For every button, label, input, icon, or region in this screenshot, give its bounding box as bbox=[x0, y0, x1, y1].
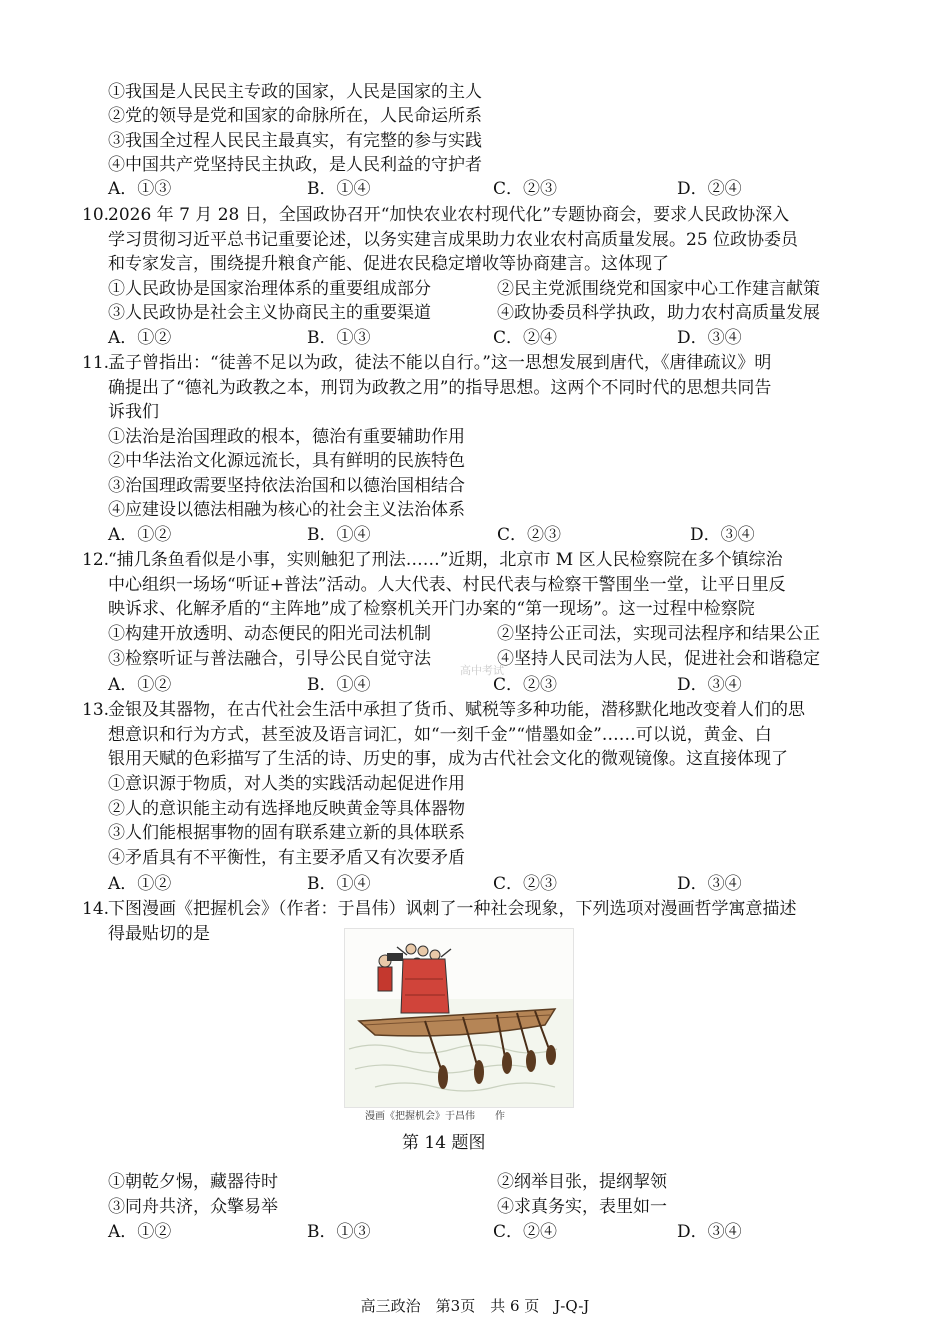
q13-option-d: D．③④ bbox=[677, 874, 742, 894]
cartoon-label: 漫画《把握机会》于昌伟 作 bbox=[365, 1111, 505, 1122]
q10-option-d: D．③④ bbox=[677, 328, 742, 348]
q12-option-d: D．③④ bbox=[677, 675, 742, 695]
q12-stem-line-3: 映诉求、化解矛盾的“主阵地”成了检察机关开门办案的“第一现场”。这一过程中检察院 bbox=[108, 599, 755, 619]
q12-statement-3: ③检察听证与普法融合，引导公民自觉守法 bbox=[108, 649, 431, 669]
q14-option-c: C．②④ bbox=[493, 1222, 558, 1242]
q11-statement-2: ②中华法治文化源远流长，具有鲜明的民族特色 bbox=[108, 451, 465, 471]
q13-statement-4: ④矛盾具有不平衡性，有主要矛盾又有次要矛盾 bbox=[108, 848, 465, 868]
q13-option-b: B．①④ bbox=[307, 874, 371, 894]
q10-stem-line-2: 学习贯彻习近平总书记重要论述，以务实建言成果助力农业农村高质量发展。25 位政协委员 bbox=[108, 230, 799, 250]
q12-option-a: A．①② bbox=[108, 675, 172, 695]
q14-option-b: B．①③ bbox=[307, 1222, 371, 1242]
q11-option-a: A．①② bbox=[108, 525, 172, 545]
q13-stem-line-1: 金银及其器物，在古代社会生活中承担了货币、赋税等多种功能，潜移默化地改变着人们的思 bbox=[108, 700, 805, 720]
q13-option-c: C．②③ bbox=[493, 874, 558, 894]
q13-statement-3: ③人们能根据事物的固有联系建立新的具体联系 bbox=[108, 823, 465, 843]
q12-option-c: C．②③ bbox=[493, 675, 558, 695]
q9-option-c: C．②③ bbox=[493, 179, 558, 199]
q11-number: 11. bbox=[82, 353, 110, 373]
cartoon-drawing bbox=[345, 929, 573, 1107]
q13-statement-1: ①意识源于物质，对人类的实践活动起促进作用 bbox=[108, 774, 465, 794]
q12-statement-1: ①构建开放透明、动态便民的阳光司法机制 bbox=[108, 624, 431, 644]
q13-stem-line-3: 银用天赋的色彩描写了生活的诗、历史的事，成为古代社会文化的微观镜像。这直接体现了 bbox=[108, 749, 788, 769]
q9-statement-4: ④中国共产党坚持民主执政，是人民利益的守护者 bbox=[108, 155, 482, 175]
page-footer: 高三政治 第3页 共 6 页 J-Q-J bbox=[360, 1297, 590, 1315]
q9-option-a: A．①③ bbox=[108, 179, 172, 199]
q14-stem-line-2: 得最贴切的是 bbox=[108, 924, 210, 944]
q9-statement-1: ①我国是人民民主专政的国家，人民是国家的主人 bbox=[108, 82, 482, 102]
q11-statement-4: ④应建设以德法相融为核心的社会主义法治体系 bbox=[108, 500, 465, 520]
q12-statement-4: ④坚持人民司法为人民，促进社会和谐稳定 bbox=[497, 649, 820, 669]
q10-option-c: C．②④ bbox=[493, 328, 558, 348]
q9-option-b: B．①④ bbox=[307, 179, 371, 199]
q10-stem-line-1: 2026 年 7 月 28 日，全国政协召开“加快农业农村现代化”专题协商会，要求人民政协深入 bbox=[108, 205, 790, 225]
q11-statement-1: ①法治是治国理政的根本，德治有重要辅助作用 bbox=[108, 427, 465, 447]
q10-statement-3: ③人民政协是社会主义协商民主的重要渠道 bbox=[108, 303, 431, 323]
q14-stem-line-1: 下图漫画《把握机会》（作者：于昌伟）讽刺了一种社会现象，下列选项对漫画哲学寓意描述 bbox=[108, 899, 797, 919]
q11-statement-3: ③治国理政需要坚持依法治国和以德治国相结合 bbox=[108, 476, 465, 496]
q14-number: 14. bbox=[82, 899, 110, 919]
q10-stem-line-3: 和专家发言，围绕提升粮食产能、促进农民稳定增收等协商建言。这体现了 bbox=[108, 254, 669, 274]
q11-option-d: D．③④ bbox=[690, 525, 755, 545]
q11-stem-line-2: 确提出了“德礼为政教之本，刑罚为政教之用”的指导思想。这两个不同时代的思想共同告 bbox=[108, 378, 772, 398]
q14-statement-4: ④求真务实，表里如一 bbox=[497, 1197, 667, 1217]
q9-statement-3: ③我国全过程人民民主最真实，有完整的参与实践 bbox=[108, 131, 482, 151]
q10-statement-1: ①人民政协是国家治理体系的重要组成部分 bbox=[108, 279, 431, 299]
q11-stem-line-1: 孟子曾指出：“徒善不足以为政，徒法不能以自行。”这一思想发展到唐代，《唐律疏议》明 bbox=[108, 353, 772, 373]
q10-statement-2: ②民主党派围绕党和国家中心工作建言献策 bbox=[497, 279, 820, 299]
q12-statement-2: ②坚持公正司法，实现司法程序和结果公正 bbox=[497, 624, 820, 644]
cartoon-image bbox=[344, 928, 574, 1122]
q9-statement-2: ②党的领导是党和国家的命脉所在，人民命运所系 bbox=[108, 106, 482, 126]
q9-option-d: D．②④ bbox=[677, 179, 742, 199]
q14-statement-3: ③同舟共济，众擎易举 bbox=[108, 1197, 278, 1217]
q13-number: 13. bbox=[82, 700, 110, 720]
watermark-text: 高中考试 bbox=[460, 664, 504, 677]
q13-statement-2: ②人的意识能主动有选择地反映黄金等具体器物 bbox=[108, 799, 465, 819]
q12-option-b: B．①④ bbox=[307, 675, 371, 695]
figure-caption: 第 14 题图 bbox=[402, 1133, 486, 1153]
q10-statement-4: ④政协委员科学执政，助力农村高质量发展 bbox=[497, 303, 820, 323]
q10-option-a: A．①② bbox=[108, 328, 172, 348]
q13-stem-line-2: 想意识和行为方式，甚至波及语言词汇，如“一刻千金”“惜墨如金”……可以说，黄金、白 bbox=[108, 725, 772, 745]
q12-number: 12. bbox=[82, 550, 110, 570]
q11-stem-line-3: 诉我们 bbox=[108, 402, 159, 422]
q14-statement-1: ①朝乾夕惕，藏器待时 bbox=[108, 1172, 278, 1192]
q11-option-b: B．①④ bbox=[307, 525, 371, 545]
q10-option-b: B．①③ bbox=[307, 328, 371, 348]
q14-option-a: A．①② bbox=[108, 1222, 172, 1242]
q14-option-d: D．③④ bbox=[677, 1222, 742, 1242]
q10-number: 10. bbox=[82, 205, 110, 225]
q11-option-c: C．②③ bbox=[497, 525, 562, 545]
q12-stem-line-2: 中心组织一场场“听证+普法”活动。人大代表、村民代表与检察干警围坐一堂，让平日里反 bbox=[108, 575, 786, 595]
q12-stem-line-1: “捕几条鱼看似是小事，实则触犯了刑法……”近期，北京市 M 区人民检察院在多个镇综治 bbox=[108, 550, 783, 570]
q14-statement-2: ②纲举目张，提纲挈领 bbox=[497, 1172, 667, 1192]
q13-option-a: A．①② bbox=[108, 874, 172, 894]
